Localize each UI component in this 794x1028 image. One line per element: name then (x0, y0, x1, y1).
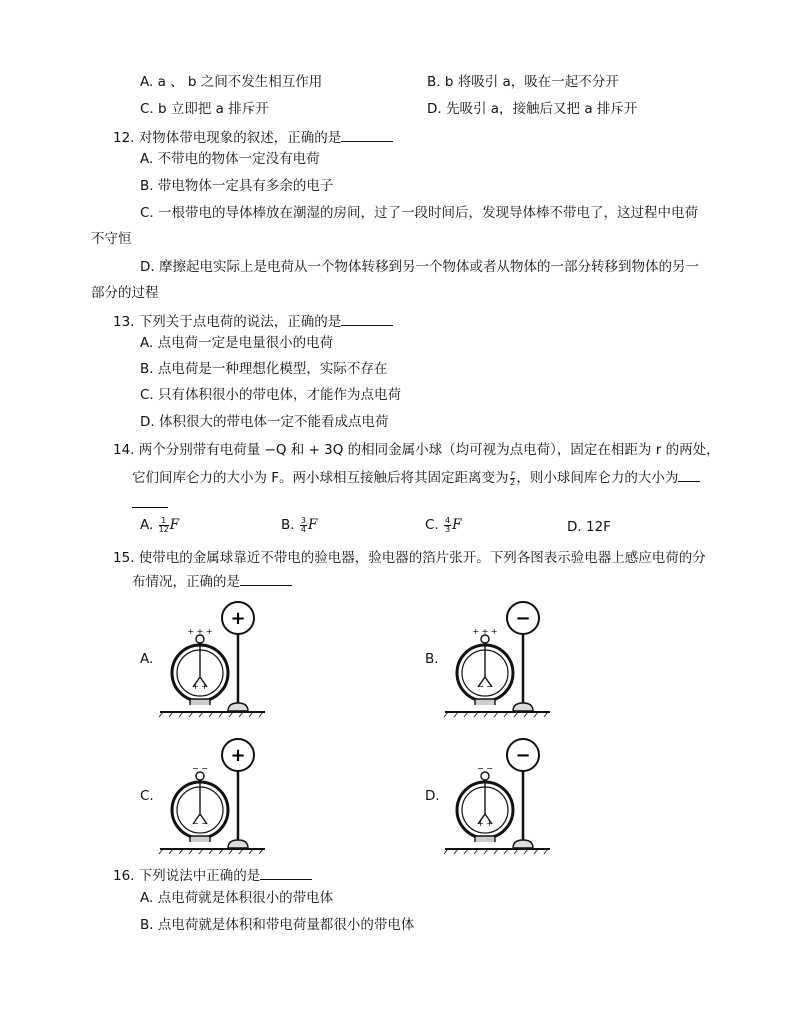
q14-blank-continuation (132, 494, 168, 513)
q15-line2: 布情况，正确的是 (132, 572, 292, 591)
fraction-r-over-2: $\frac{r}{2}$ (509, 468, 516, 487)
q16-stem: 16. 下列说法中正确的是 (113, 866, 312, 885)
q12-option-d-line2: 部分的过程 (91, 285, 159, 301)
q14-line1: 14. 两个分别带有电荷量 −Q 和 + 3Q 的相同金属小球（均可视为点电荷），固定在相距为 r 的两处， (113, 442, 720, 458)
q11-option-c: C. b 立即把 a 排斥开 (140, 101, 269, 117)
answer-blank (341, 312, 393, 326)
q13-option-d: D. 体积很大的带电体一定不能看成点电荷 (140, 414, 389, 430)
svg-text:− −: − − (477, 682, 493, 691)
svg-text:+ +: + + (192, 682, 208, 691)
answer-blank (260, 866, 312, 880)
q14-line2: 它们间库仑力的大小为 F。两小球相互接触后将其固定距离变为 $\frac{r}{2}$ ，则小球间库仑力的大小为 (132, 468, 700, 487)
figure-a-label: A. (140, 651, 154, 667)
q11-option-b: B. b 将吸引 a，吸在一起不分开 (427, 74, 619, 90)
q14-option-c: C. $\frac{4}{3}$ F (425, 515, 462, 534)
svg-text:+ + +: + + + (187, 627, 213, 636)
q16-option-b: B. 点电荷就是体积和带电荷量都很小的带电体 (140, 917, 415, 933)
electroscope-figure-a (155, 595, 275, 720)
q12-option-b: B. 带电物体一定具有多余的电子 (140, 178, 334, 194)
q13-option-a: A. 点电荷一定是电量很小的电荷 (140, 335, 334, 351)
q15-line1: 15. 使带电的金属球靠近不带电的验电器，验电器的箔片张开。下列各图表示验电器上感应电荷的分 (113, 550, 706, 566)
answer-blank (341, 128, 393, 142)
electroscope-figure-b (440, 595, 560, 720)
answer-blank (678, 468, 700, 482)
answer-blank (240, 572, 292, 586)
electroscope-figure-d (440, 732, 560, 857)
q16-option-a: A. 点电荷就是体积很小的带电体 (140, 890, 334, 906)
svg-text:+ + +: + + + (472, 627, 498, 636)
q12-option-a: A. 不带电的物体一定没有电荷 (140, 151, 320, 167)
figure-d-label: D. (425, 788, 440, 804)
q13-option-c: C. 只有体积很小的带电体，才能作为点电荷 (140, 387, 402, 403)
q12-option-c-line1: C. 一根带电的导体棒放在潮湿的房间，过了一段时间后，发现导体棒不带电了，这过程中电荷 (140, 205, 699, 221)
q12-option-d-line1: D. 摩擦起电实际上是电荷从一个物体转移到另一个物体或者从物体的一部分转移到物体的另一 (140, 259, 699, 275)
q14-option-a: A. $\frac{1}{12}$ F (140, 515, 180, 534)
q11-option-a: A. a 、 b 之间不发生相互作用 (140, 74, 323, 90)
svg-text:− −: − − (477, 764, 493, 773)
q11-option-d: D. 先吸引 a，接触后又把 a 排斥开 (427, 101, 638, 117)
q13-stem: 13. 下列关于点电荷的说法，正确的是 (113, 312, 393, 331)
ball-charge-sign: + (230, 745, 246, 766)
q12-option-c-line2: 不守恒 (91, 231, 132, 247)
svg-text:− −: − − (192, 764, 208, 773)
figure-b-label: B. (425, 651, 439, 667)
figure-c-label: C. (140, 788, 154, 804)
q14-option-d: D. 12F (567, 519, 611, 535)
svg-text:− −: − − (192, 819, 208, 828)
ball-charge-sign: + (230, 608, 246, 629)
svg-text:+ +: + + (477, 819, 493, 828)
electroscope-figure-c (155, 732, 275, 857)
ball-charge-sign: − (515, 608, 531, 629)
answer-blank (132, 494, 168, 508)
q13-option-b: B. 点电荷是一种理想化模型，实际不存在 (140, 361, 388, 377)
q14-option-b: B. $\frac{3}{4}$ F (281, 515, 318, 534)
ball-charge-sign: − (515, 745, 531, 766)
q12-stem: 12. 对物体带电现象的叙述，正确的是 (113, 128, 393, 147)
